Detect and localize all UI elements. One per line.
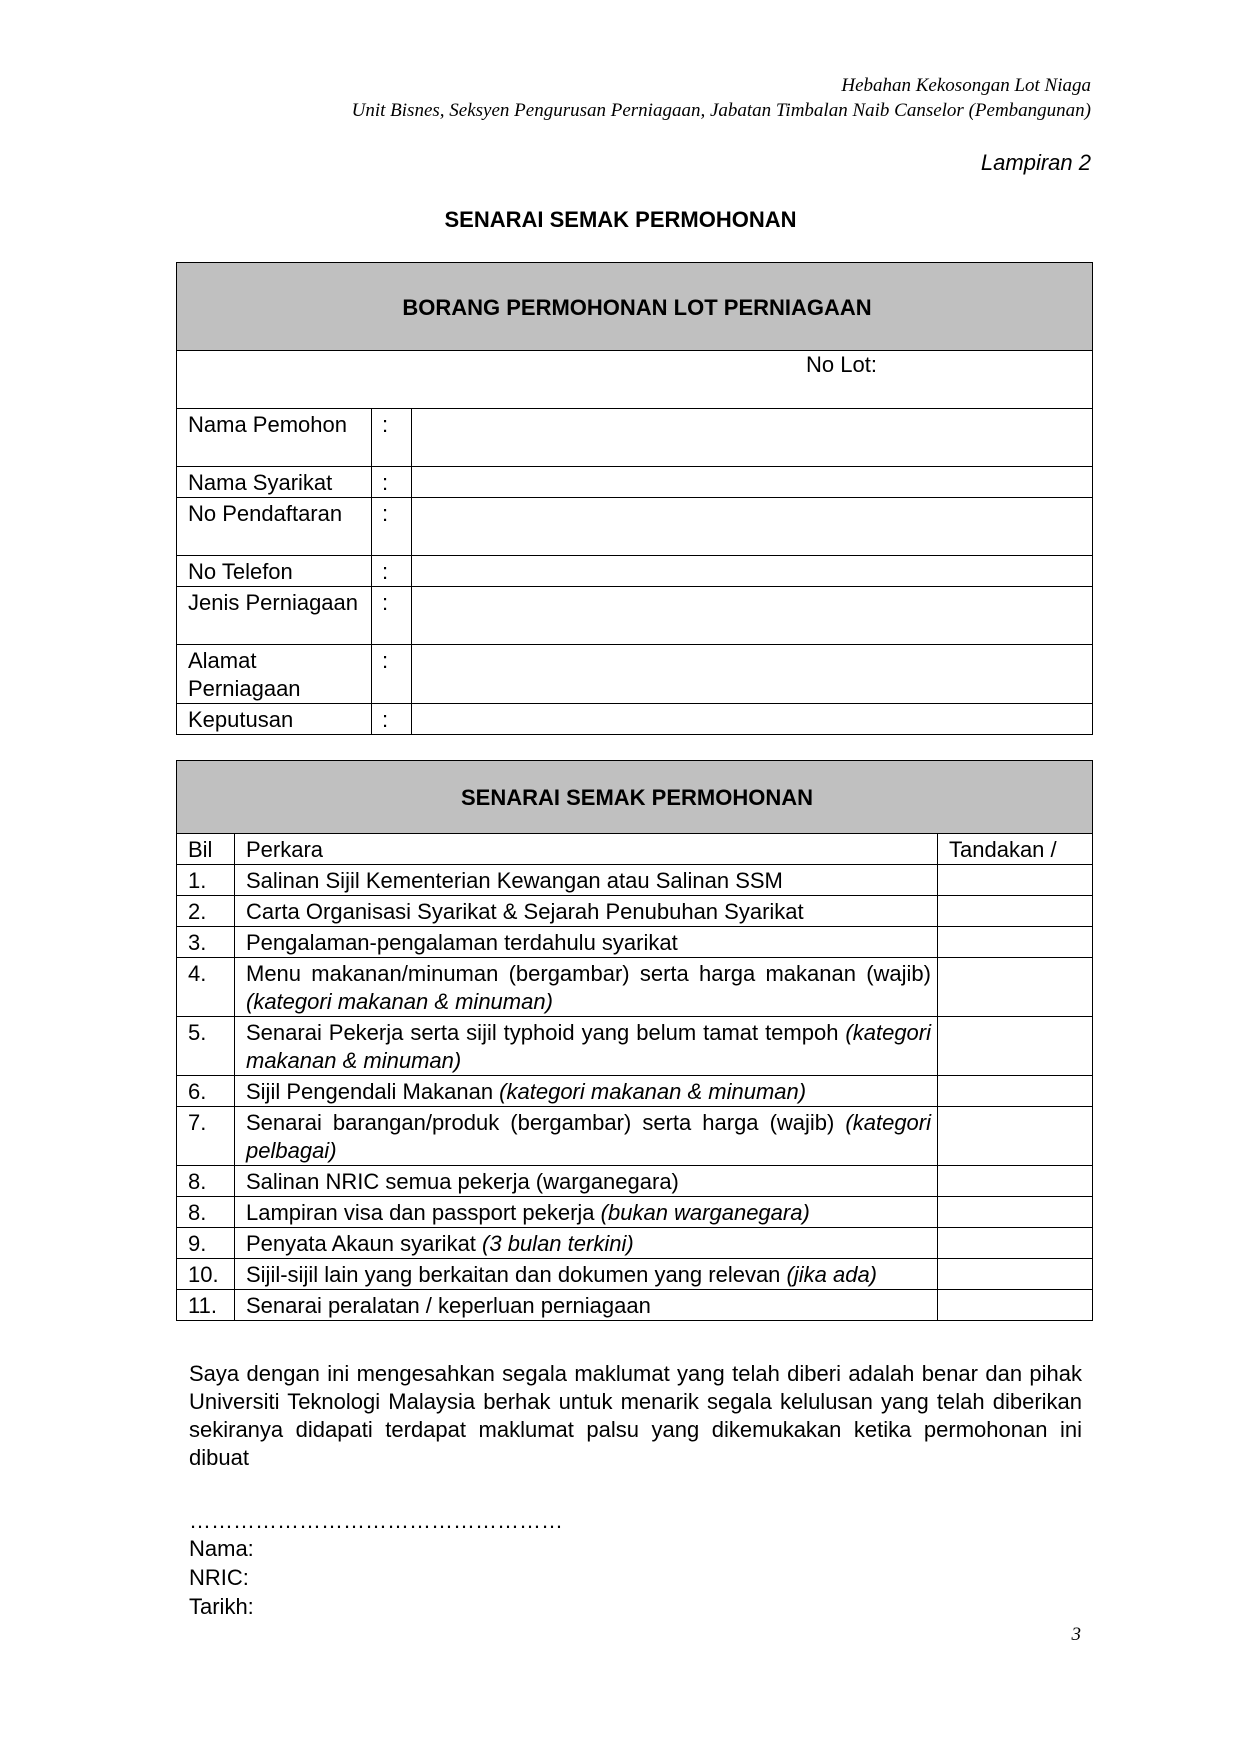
row-bil: 7. — [177, 1107, 235, 1166]
field-label-nama-pemohon: Nama Pemohon — [177, 409, 372, 467]
row-perkara-note: (3 bulan terkini) — [482, 1231, 634, 1256]
field-label-alamat-perniagaan: Alamat Perniagaan — [177, 645, 372, 704]
row-tandakan-cell[interactable] — [938, 865, 1093, 896]
field-colon: : — [372, 704, 412, 735]
row-perkara-note: (kategori makanan & minuman) — [246, 989, 553, 1014]
checklist-row — [177, 927, 1093, 958]
row-perkara — [235, 1228, 938, 1259]
row-perkara — [235, 865, 938, 896]
row-bil: 1. — [177, 865, 235, 896]
checklist-row — [177, 896, 1093, 927]
header-line-1: Hebahan Kekosongan Lot Niaga — [841, 75, 1091, 96]
declaration-text: Saya dengan ini mengesahkan segala maklumat yang telah diberi adalah benar dan pihak Universiti Teknologi Malaysia berhak untuk menarik segala kelulusan yang telah diberikan sekiranya didapati terdapat maklumat palsu yang dikemukakan ketika permohonan ini dibuat — [189, 1361, 1082, 1470]
row-perkara-note: (kategori makanan & minuman) — [499, 1079, 807, 1104]
field-label-no-telefon: No Telefon — [177, 556, 372, 587]
no-lot-label: No Lot: — [806, 352, 877, 377]
checklist-row — [177, 958, 1093, 1017]
checklist-row — [177, 1107, 1093, 1166]
row-perkara — [235, 927, 938, 958]
no-lot-cell — [177, 351, 1093, 409]
field-colon: : — [372, 467, 412, 498]
row-perkara — [235, 1290, 938, 1321]
field-value-jenis-perniagaan[interactable] — [412, 587, 1093, 645]
row-perkara-text: Pengalaman-pengalaman terdahulu syarikat — [246, 930, 678, 955]
row-bil: 4. — [177, 958, 235, 1017]
checklist-row — [177, 1166, 1093, 1197]
checklist-row — [177, 1197, 1093, 1228]
row-perkara-text: Senarai Pekerja serta sijil typhoid yang belum tamat tempoh — [246, 1020, 846, 1045]
checklist-row — [177, 1076, 1093, 1107]
field-colon: : — [372, 645, 412, 704]
application-form-table — [176, 262, 1093, 735]
row-perkara-note: (kategori pelbagai) — [246, 1110, 931, 1163]
field-value-alamat-perniagaan[interactable] — [412, 645, 1093, 704]
row-bil: 2. — [177, 896, 235, 927]
row-bil: 8. — [177, 1166, 235, 1197]
row-perkara-text: Salinan NRIC semua pekerja (warganegara) — [246, 1169, 679, 1194]
col-header-perkara: Perkara — [235, 834, 938, 865]
row-tandakan-cell[interactable] — [938, 1166, 1093, 1197]
checklist-row — [177, 1017, 1093, 1076]
row-tandakan-cell[interactable] — [938, 927, 1093, 958]
row-perkara — [235, 1259, 938, 1290]
header-line-2: Unit Bisnes, Seksyen Pengurusan Perniagaan, Jabatan Timbalan Naib Canselor (Pembangunan) — [351, 100, 1091, 121]
checklist-row — [177, 865, 1093, 896]
checklist-row — [177, 1290, 1093, 1321]
checklist-row — [177, 1259, 1093, 1290]
row-bil: 11. — [177, 1290, 235, 1321]
field-label-nama-syarikat: Nama Syarikat — [177, 467, 372, 498]
row-perkara — [235, 1107, 938, 1166]
row-perkara — [235, 1076, 938, 1107]
col-header-bil: Bil — [177, 834, 235, 865]
row-perkara-text: Salinan Sijil Kementerian Kewangan atau Salinan SSM — [246, 868, 783, 893]
row-tandakan-cell[interactable] — [938, 1107, 1093, 1166]
row-tandakan-cell[interactable] — [938, 1290, 1093, 1321]
field-colon: : — [372, 556, 412, 587]
row-perkara — [235, 1017, 938, 1076]
checklist-row — [177, 1228, 1093, 1259]
row-perkara-note: (kategori makanan & minuman) — [246, 1020, 931, 1073]
page-number: 3 — [1071, 1624, 1081, 1645]
row-tandakan-cell[interactable] — [938, 958, 1093, 1017]
row-bil: 10. — [177, 1259, 235, 1290]
field-value-no-telefon[interactable] — [412, 556, 1093, 587]
form-heading: BORANG PERMOHONAN LOT PERNIAGAAN — [177, 263, 1093, 351]
row-perkara-text: Sijil-sijil lain yang berkaitan dan dokumen yang relevan — [246, 1262, 787, 1287]
row-tandakan-cell[interactable] — [938, 896, 1093, 927]
row-perkara-note: (jika ada) — [786, 1262, 878, 1287]
checklist-table — [176, 760, 1093, 1321]
col-header-tandakan: Tandakan / — [938, 834, 1093, 865]
row-tandakan-cell[interactable] — [938, 1259, 1093, 1290]
row-perkara — [235, 896, 938, 927]
field-label-no-pendaftaran: No Pendaftaran — [177, 498, 372, 556]
signature-nama: Nama: — [189, 1536, 254, 1561]
field-colon: : — [372, 587, 412, 645]
row-perkara-text: Senarai barangan/produk (bergambar) serta harga (wajib) — [246, 1110, 846, 1135]
field-value-keputusan[interactable] — [412, 704, 1093, 735]
row-bil: 6. — [177, 1076, 235, 1107]
row-bil: 8. — [177, 1197, 235, 1228]
checklist-heading: SENARAI SEMAK PERMOHONAN — [177, 761, 1093, 834]
field-value-no-pendaftaran[interactable] — [412, 498, 1093, 556]
row-bil: 9. — [177, 1228, 235, 1259]
row-tandakan-cell[interactable] — [938, 1076, 1093, 1107]
row-perkara — [235, 1197, 938, 1228]
page-title: SENARAI SEMAK PERMOHONAN — [444, 207, 797, 232]
row-perkara-text: Carta Organisasi Syarikat & Sejarah Penubuhan Syarikat — [246, 899, 804, 924]
row-perkara — [235, 1166, 938, 1197]
field-label-jenis-perniagaan: Jenis Perniagaan — [177, 587, 372, 645]
signature-tarikh: Tarikh: — [189, 1594, 254, 1619]
row-tandakan-cell[interactable] — [938, 1228, 1093, 1259]
row-perkara-text: Menu makanan/minuman (bergambar) serta harga makanan (wajib) — [246, 961, 938, 986]
row-perkara-text: Senarai peralatan / keperluan perniagaan — [246, 1293, 651, 1318]
field-label-keputusan: Keputusan — [177, 704, 372, 735]
lampiran-label: Lampiran 2 — [980, 150, 1091, 175]
row-perkara — [235, 958, 938, 1017]
row-perkara-text: Sijil Pengendali Makanan — [246, 1079, 500, 1104]
row-perkara-note: (bukan warganegara) — [600, 1200, 810, 1225]
row-tandakan-cell[interactable] — [938, 1017, 1093, 1076]
row-bil: 3. — [177, 927, 235, 958]
signature-nric: NRIC: — [189, 1565, 249, 1590]
row-tandakan-cell[interactable] — [938, 1197, 1093, 1228]
field-value-nama-pemohon[interactable] — [412, 409, 1093, 467]
field-colon: : — [372, 409, 412, 467]
signature-line: …………………………………………… — [189, 1508, 563, 1533]
row-bil: 5. — [177, 1017, 235, 1076]
row-perkara-text: Penyata Akaun syarikat — [246, 1231, 483, 1256]
field-colon: : — [372, 498, 412, 556]
field-value-nama-syarikat[interactable] — [412, 467, 1093, 498]
row-perkara-text: Lampiran visa dan passport pekerja — [246, 1200, 601, 1225]
